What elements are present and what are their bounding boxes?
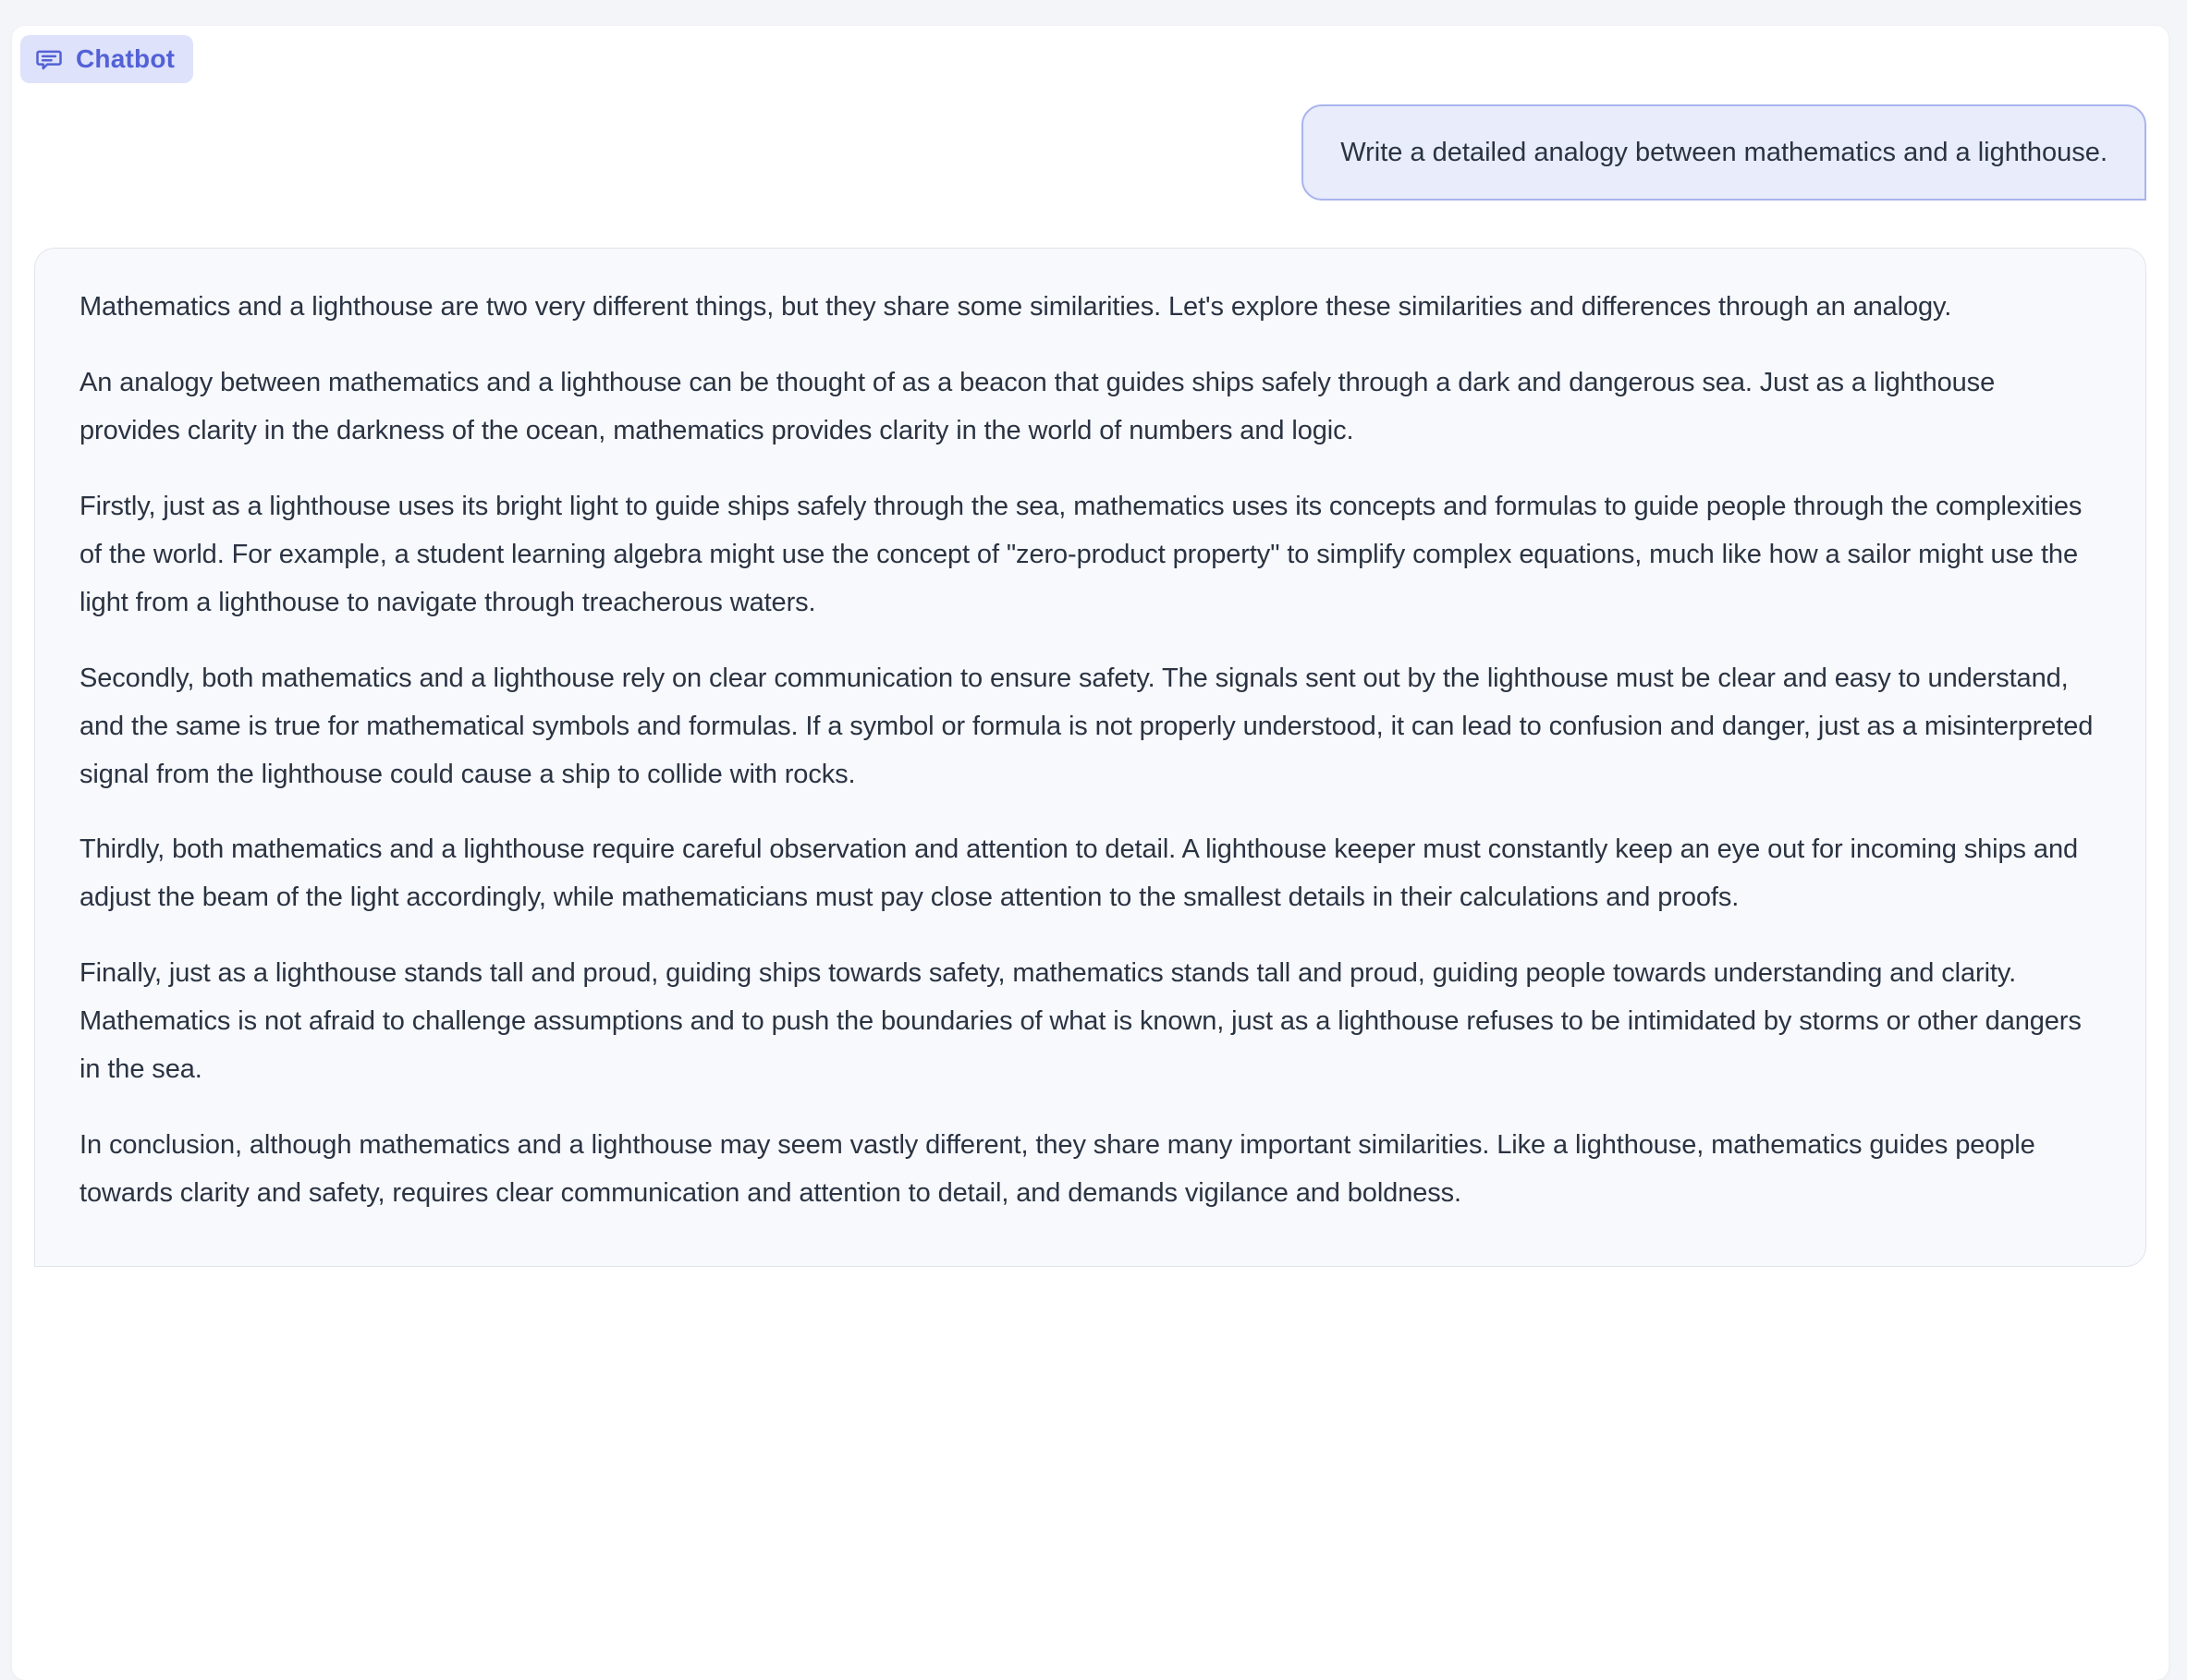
bot-message-paragraph: In conclusion, although mathematics and a lighthouse may seem vastly different, they share many important similarities. Like a lighthouse, mathematics guides people towards clarity and safety, requires clear communication and attention to detail, and demands vigilance and boldness. (79, 1129, 2035, 1208)
chat-message-list[interactable] (12, 26, 2169, 1267)
bot-message-paragraph: An analogy between mathematics and a lighthouse can be thought of as a beacon that guides ships safely through a dark and dangerous sea. Just as a lighthouse provides clarity in the darkness of the ocean, mathematics provides clarity in the world of numbers and logic. (79, 368, 1996, 446)
chatbot-panel (12, 26, 2169, 1680)
bot-message-paragraph: Mathematics and a lighthouse are two very different things, but they share some similarities. Let's explore these similarities and differences through an analogy. (79, 292, 1952, 323)
user-message-bubble: Write a detailed analogy between mathematics and a lighthouse. (1301, 104, 2146, 201)
bot-message-paragraph: Thirdly, both mathematics and a lighthouse require careful observation and attention to detail. A lighthouse keeper must constantly keep an eye out for incoming ships and adjust the beam of the light accordingly, while mathematicians must pay close attention to the smallest details in their calculations and proofs. (79, 834, 2078, 913)
bot-message-paragraph: Finally, just as a lighthouse stands tall and proud, guiding ships towards safety, mathematics stands tall and proud, guiding people towards understanding and clarity. Mathematics is not afraid to challenge assumptions and to push the boundaries of what is known, just as a lighthouse refuses to be intimidated by storms or other dangers in the sea. (79, 958, 2082, 1085)
bot-message-paragraph: Firstly, just as a lighthouse uses its bright light to guide ships safely through the sea, mathematics uses its concepts and formulas to guide people through the complexities of the world. For example, a student learning algebra might use the concept of "zero-product property" to simplify complex equations, much like how a sailor might use the light from a lighthouse to navigate through treacherous waters. (79, 491, 2083, 617)
bot-message-paragraph: Secondly, both mathematics and a lighthouse rely on clear communication to ensure safety. The signals sent out by the lighthouse must be clear and easy to understand, and the same is true for mathematical symbols and formulas. If a symbol or formula is not properly understood, it can lead to confusion and danger, just as a misinterpreted signal from the lighthouse could cause a ship to collide with rocks. (79, 663, 2094, 789)
chatbot-label-text: Chatbot (76, 44, 176, 73)
user-message-row (34, 104, 2146, 201)
bot-message-bubble (34, 248, 2146, 1267)
